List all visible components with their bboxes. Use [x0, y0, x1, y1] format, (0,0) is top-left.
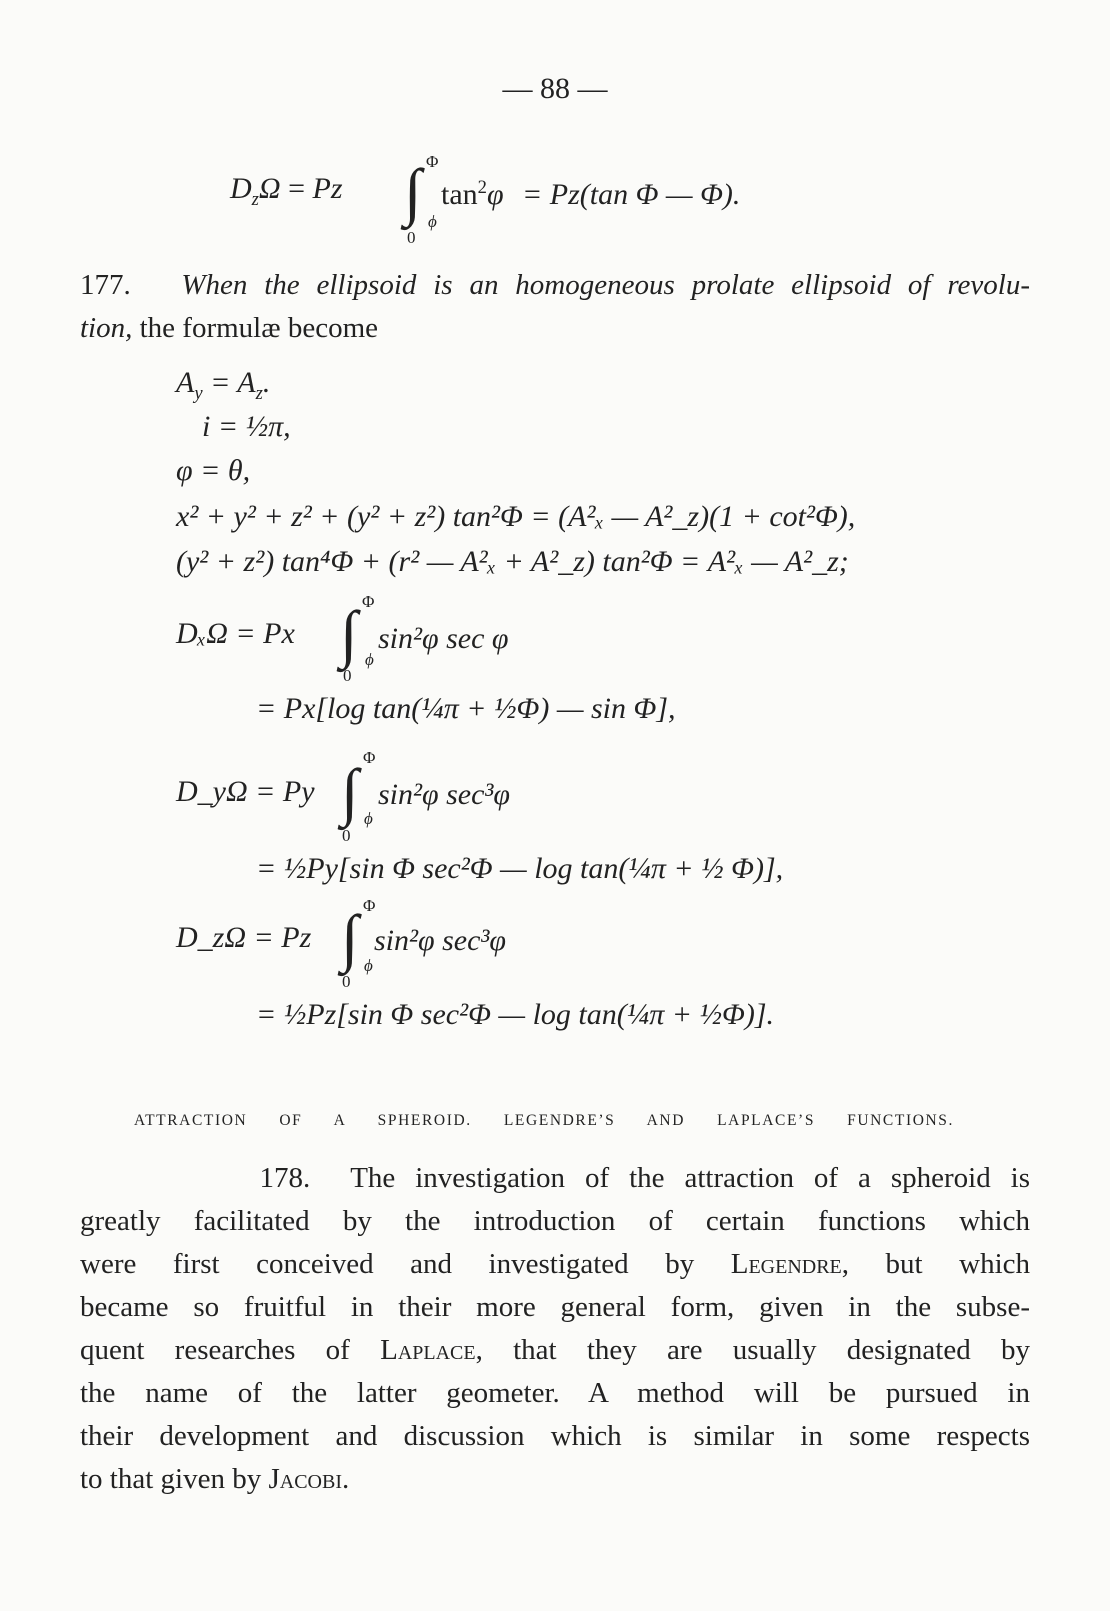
dx-lower-limit: 0	[343, 666, 352, 685]
dy-continuation: = ½Py[sin Φ sec²Φ — log tan(¼π + ½ Φ)],	[256, 852, 784, 885]
equation-dz-lhs: D_zΩ = Pz	[176, 921, 312, 954]
dy-lower-var: ϕ	[364, 809, 373, 828]
section-heading: ATTRACTION OF A SPHEROID. LEGENDRE’S AND LAPLACE’S FUNCTIONS.	[134, 1112, 954, 1129]
integral-upper-limit: Φ	[426, 152, 439, 171]
paragraph-177	[80, 264, 1030, 350]
paragraph-178-line-6: the name of the latter geometer. A method will be pursued in	[80, 1377, 1030, 1409]
paragraph-178-line-4: became so fruitful in their more general form, given in the subse-	[80, 1291, 1030, 1323]
dy-integral-sign: ∫	[341, 756, 359, 827]
equation-rhs: = Pz(tan Φ — Φ).	[522, 178, 741, 211]
name-jacobi: Jacobi	[268, 1463, 342, 1495]
dz-upper-limit: Φ	[363, 896, 376, 915]
equation-dx-lhs: DₓΩ = Px	[176, 617, 295, 650]
dz-lower-limit: 0	[342, 972, 351, 991]
formula-i: i = ½π,	[202, 410, 291, 443]
integral-lower-var: ϕ	[428, 212, 437, 231]
dz-continuation: = ½Pz[sin Φ sec²Φ — log tan(¼π + ½Φ)].	[256, 998, 775, 1031]
dy-upper-limit: Φ	[363, 748, 376, 767]
paragraph-177-line-2: tion, the formulæ become	[80, 312, 378, 344]
formula-ellipsoid-2: (y² + z²) tan⁴Φ + (r² — A²ₓ + A²_z) tan²Φ = A²ₓ — A²_z;	[176, 545, 849, 578]
name-laplace: Laplace	[380, 1334, 476, 1366]
integral-lower-limit: 0	[407, 228, 416, 247]
paragraph-177-line-1: 177. When the ellipsoid is an homogeneous prolate ellipsoid of revolu-	[80, 269, 1031, 301]
equation-dz-top: $D_z\Omega = Pz$	[230, 172, 343, 210]
page-number: — 88 —	[502, 72, 608, 105]
dx-integrand: sin²φ sec φ	[378, 622, 509, 655]
formula-ellipsoid-1: x² + y² + z² + (y² + z²) tan²Φ = (A²ₓ — A²_z)(1 + cot²Φ),	[176, 500, 856, 533]
formula-a-y: $A_y = A_z$.	[176, 366, 271, 404]
paragraph-178-line-7: their development and discussion which is similar in some respects	[80, 1420, 1030, 1452]
dx-integral-sign: ∫	[340, 598, 358, 669]
paragraph-178-line-2: greatly facilitated by the introduction of certain functions which	[80, 1205, 1030, 1237]
integrand: $\tan^2\varphi$	[441, 177, 504, 211]
paragraph-178-line-1: 178. The investigation of the attraction of a spheroid is	[259, 1162, 1031, 1194]
dx-lower-var: ϕ	[365, 650, 374, 669]
dy-lower-limit: 0	[342, 826, 351, 845]
dz-integral-sign: ∫	[341, 902, 359, 973]
equation-dy-lhs: D_yΩ = Py	[176, 775, 315, 808]
paragraph-178-line-8: to that given by Jacobi.	[80, 1463, 350, 1495]
name-legendre: Legendre	[730, 1248, 842, 1280]
dx-upper-limit: Φ	[362, 592, 375, 611]
paragraph-178	[80, 1157, 1030, 1501]
paragraph-178-line-3: were first conceived and investigated by Legendre, but which	[80, 1248, 1030, 1280]
dz-integrand: sin²φ sec³φ	[374, 924, 506, 957]
dz-lower-var: ϕ	[364, 956, 373, 975]
paragraph-178-line-5: quent researches of Laplace, that they are usually designated by	[80, 1334, 1030, 1366]
dy-integrand: sin²φ sec³φ	[378, 778, 510, 811]
formula-phi: φ = θ,	[176, 454, 251, 487]
dx-continuation: = Px[log tan(¼π + ½Φ) — sin Φ],	[256, 692, 676, 725]
integral-sign: ∫	[404, 156, 422, 227]
